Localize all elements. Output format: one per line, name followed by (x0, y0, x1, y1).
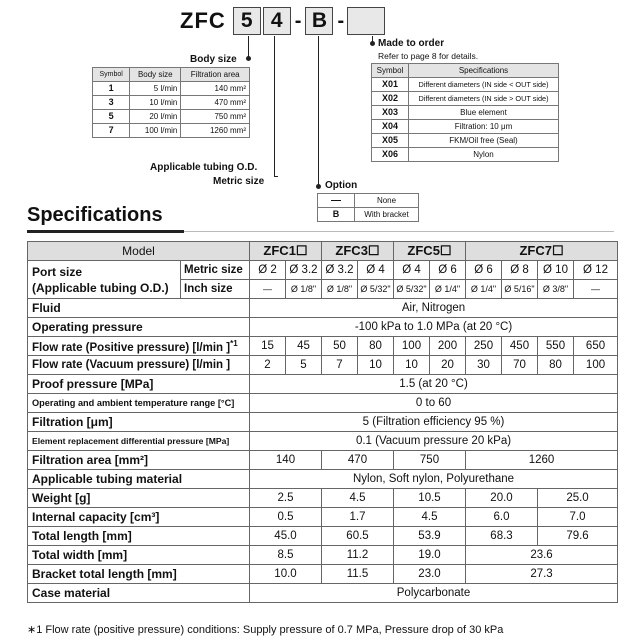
series-header: ZFC5☐ (394, 242, 466, 261)
body-size-symbol: 3 (93, 96, 130, 110)
code-box-option: B (305, 7, 333, 35)
code-dash-1: - (294, 9, 302, 32)
filtration-area-cell: 750 (394, 451, 466, 470)
metric-cell: Ø 4 (358, 261, 394, 280)
table-row (28, 394, 618, 413)
table-row (28, 318, 618, 337)
flow-positive-cell: 200 (430, 337, 466, 356)
filtration-area-cell: 1260 (466, 451, 618, 470)
tubing-label: Applicable tubing O.D. (150, 162, 258, 173)
table-row (318, 208, 419, 222)
flow-positive-cell: 550 (538, 337, 574, 356)
body-size-area: 140 mm² (181, 82, 250, 96)
body-size-header: Body size (130, 68, 181, 82)
flow-positive-cell: 15 (250, 337, 286, 356)
flow-vacuum-cell: 100 (574, 356, 618, 375)
inch-cell: Ø 5/16" (502, 280, 538, 299)
table-row (93, 110, 250, 124)
metric-cell: Ø 6 (466, 261, 502, 280)
option-symbol: B (318, 208, 355, 222)
bracket-length-cell: 11.5 (322, 565, 394, 584)
mto-symbol: X02 (372, 92, 409, 106)
total-width-cell: 23.6 (466, 546, 618, 565)
table-row (28, 337, 618, 356)
capacity-cell: 7.0 (538, 508, 618, 527)
inch-cell: Ø 1/4" (430, 280, 466, 299)
table-row (93, 96, 250, 110)
option-label: Option (325, 180, 358, 191)
code-box-made-to-order (347, 7, 385, 35)
code-box-size: 5 (233, 7, 261, 35)
option-desc: With bracket (355, 208, 419, 222)
code-box-tubing: 4 (263, 7, 291, 35)
port-size-label-2: (Applicable tubing O.D.) (32, 280, 169, 295)
table-row (28, 584, 618, 603)
inch-cell: Ø 1/8" (322, 280, 358, 299)
connector-dot (316, 184, 321, 189)
flow-vacuum-cell: 80 (538, 356, 574, 375)
body-size-flow: 20 l/min (130, 110, 181, 124)
body-size-header: Filtration area (181, 68, 250, 82)
filtration-area-cell: 140 (250, 451, 322, 470)
case-material-label: Case material (28, 584, 250, 603)
metric-cell: Ø 10 (538, 261, 574, 280)
mto-symbol: X03 (372, 106, 409, 120)
made-to-order-table (371, 63, 559, 162)
connector-line (318, 36, 319, 186)
flow-vacuum-cell: 5 (286, 356, 322, 375)
inch-cell: Ø 3/8" (538, 280, 574, 299)
capacity-cell: 6.0 (466, 508, 538, 527)
connector-dot (370, 41, 375, 46)
flow-vacuum-cell: 10 (358, 356, 394, 375)
option-desc: None (355, 194, 419, 208)
table-row (28, 299, 618, 318)
metric-cell: Ø 3.2 (286, 261, 322, 280)
table-row (28, 546, 618, 565)
capacity-label: Internal capacity [cm³] (28, 508, 250, 527)
capacity-cell: 4.5 (394, 508, 466, 527)
body-size-symbol: 1 (93, 82, 130, 96)
table-row (28, 565, 618, 584)
table-row (372, 92, 559, 106)
mto-header: Symbol (372, 64, 409, 78)
total-length-cell: 53.9 (394, 527, 466, 546)
element-replacement-label: Element replacement differential pressure [MPa] (28, 432, 250, 451)
table-row (28, 470, 618, 489)
flow-vacuum-cell: 2 (250, 356, 286, 375)
port-size-label-1: Port size (32, 264, 83, 279)
bracket-length-cell: 10.0 (250, 565, 322, 584)
fluid-label: Fluid (28, 299, 250, 318)
bracket-length-label: Bracket total length [mm] (28, 565, 250, 584)
made-to-order-note: Refer to page 8 for details. (378, 51, 479, 61)
metric-cell: Ø 8 (502, 261, 538, 280)
flow-positive-cell: 650 (574, 337, 618, 356)
inch-cell: Ø 1/4" (466, 280, 502, 299)
specifications-heading: Specifications (27, 204, 163, 226)
metric-cell: Ø 2 (250, 261, 286, 280)
case-material-value: Polycarbonate (250, 584, 618, 603)
series-header: ZFC7☐ (466, 242, 618, 261)
total-length-label: Total length [mm] (28, 527, 250, 546)
mto-spec: FKM/Oil free (Seal) (409, 134, 559, 148)
inch-cell: Ø 1/8" (286, 280, 322, 299)
temperature-label: Operating and ambient temperature range [°C] (28, 394, 250, 413)
weight-cell: 25.0 (538, 489, 618, 508)
filtration-area-cell: 470 (322, 451, 394, 470)
table-row (28, 356, 618, 375)
mto-header: Specifications (409, 64, 559, 78)
body-size-area: 470 mm² (181, 96, 250, 110)
total-width-cell: 8.5 (250, 546, 322, 565)
capacity-cell: 0.5 (250, 508, 322, 527)
metric-cell: Ø 3.2 (322, 261, 358, 280)
port-size-label (28, 261, 181, 299)
inch-cell: Ø 5/32" (394, 280, 430, 299)
capacity-cell: 1.7 (322, 508, 394, 527)
table-row (28, 432, 618, 451)
specifications-table (27, 241, 618, 603)
mto-spec: Nylon (409, 148, 559, 162)
heading-rule (27, 230, 184, 233)
fluid-value: Air, Nitrogen (250, 299, 618, 318)
option-symbol: — (318, 194, 355, 208)
table-row (318, 194, 419, 208)
mto-symbol: X04 (372, 120, 409, 134)
metric-cell: Ø 4 (394, 261, 430, 280)
metric-size-label: Metric size (181, 261, 250, 280)
total-length-cell: 45.0 (250, 527, 322, 546)
flow-positive-cell: 250 (466, 337, 502, 356)
flow-positive-label-text: Flow rate (Positive pressure) [l/min ] (32, 341, 231, 354)
total-length-cell: 60.5 (322, 527, 394, 546)
mto-symbol: X06 (372, 148, 409, 162)
flow-positive-cell: 45 (286, 337, 322, 356)
total-length-cell: 68.3 (466, 527, 538, 546)
weight-cell: 4.5 (322, 489, 394, 508)
option-table (317, 193, 419, 222)
op-pressure-label: Operating pressure (28, 318, 250, 337)
table-row (28, 451, 618, 470)
inch-cell: — (250, 280, 286, 299)
flow-positive-label (28, 337, 250, 356)
total-length-cell: 79.6 (538, 527, 618, 546)
footnote-mark: *1 (230, 338, 238, 348)
metric-cell: Ø 6 (430, 261, 466, 280)
body-size-flow: 100 l/min (130, 124, 181, 138)
body-size-area: 750 mm² (181, 110, 250, 124)
body-size-flow: 5 l/min (130, 82, 181, 96)
mto-symbol: X05 (372, 134, 409, 148)
body-size-table (92, 67, 250, 138)
tubing-metric-label: Metric size (213, 176, 265, 187)
model-code (180, 6, 385, 36)
mto-spec: Blue element (409, 106, 559, 120)
temperature-value: 0 to 60 (250, 394, 618, 413)
table-row (28, 508, 618, 527)
table-row (28, 261, 618, 280)
tubing-material-value: Nylon, Soft nylon, Polyurethane (250, 470, 618, 489)
model-header: Model (28, 242, 250, 261)
body-size-flow: 10 l/min (130, 96, 181, 110)
body-size-symbol: 5 (93, 110, 130, 124)
weight-label: Weight [g] (28, 489, 250, 508)
connector-line (274, 36, 275, 176)
table-row (93, 82, 250, 96)
weight-cell: 2.5 (250, 489, 322, 508)
flow-positive-cell: 100 (394, 337, 430, 356)
table-row (372, 120, 559, 134)
body-size-area: 1260 mm² (181, 124, 250, 138)
tubing-material-label: Applicable tubing material (28, 470, 250, 489)
bracket-length-cell: 23.0 (394, 565, 466, 584)
weight-cell: 10.5 (394, 489, 466, 508)
series-header: ZFC1☐ (250, 242, 322, 261)
inch-cell: Ø 5/32" (358, 280, 394, 299)
connector-line (274, 176, 278, 177)
element-replacement-value: 0.1 (Vacuum pressure 20 kPa) (250, 432, 618, 451)
series-header: ZFC3☐ (322, 242, 394, 261)
connector-dot (246, 56, 251, 61)
mto-spec: Filtration: 10 μm (409, 120, 559, 134)
flow-positive-cell: 50 (322, 337, 358, 356)
table-row (28, 413, 618, 432)
inch-size-label: Inch size (181, 280, 250, 299)
body-size-label: Body size (190, 54, 237, 65)
code-dash-2: - (337, 9, 345, 32)
filtration-label: Filtration [μm] (28, 413, 250, 432)
footnote: ∗1 Flow rate (positive pressure) conditions: Supply pressure of 0.7 MPa, Pressure drop of 30 kPa (27, 624, 504, 636)
table-row (93, 124, 250, 138)
total-width-cell: 11.2 (322, 546, 394, 565)
inch-cell: — (574, 280, 618, 299)
table-row (372, 148, 559, 162)
flow-vacuum-cell: 70 (502, 356, 538, 375)
table-row (372, 106, 559, 120)
body-size-header: Symbol (93, 68, 130, 82)
flow-vacuum-cell: 7 (322, 356, 358, 375)
flow-positive-cell: 80 (358, 337, 394, 356)
table-row (372, 134, 559, 148)
flow-positive-cell: 450 (502, 337, 538, 356)
table-row (28, 527, 618, 546)
op-pressure-value: -100 kPa to 1.0 MPa (at 20 °C) (250, 318, 618, 337)
total-width-cell: 19.0 (394, 546, 466, 565)
table-row (28, 242, 618, 261)
total-width-label: Total width [mm] (28, 546, 250, 565)
mto-spec: Different diameters (IN side > OUT side) (409, 92, 559, 106)
mto-symbol: X01 (372, 78, 409, 92)
metric-cell: Ø 12 (574, 261, 618, 280)
flow-vacuum-cell: 10 (394, 356, 430, 375)
weight-cell: 20.0 (466, 489, 538, 508)
flow-vacuum-cell: 30 (466, 356, 502, 375)
filtration-area-label: Filtration area [mm²] (28, 451, 250, 470)
body-size-symbol: 7 (93, 124, 130, 138)
heading-rule-thin (184, 231, 614, 232)
mto-spec: Different diameters (IN side < OUT side) (409, 78, 559, 92)
model-prefix: ZFC (180, 8, 226, 33)
filtration-value: 5 (Filtration efficiency 95 %) (250, 413, 618, 432)
proof-pressure-value: 1.5 (at 20 °C) (250, 375, 618, 394)
flow-vacuum-label: Flow rate (Vacuum pressure) [l/min ] (28, 356, 250, 375)
table-row (28, 375, 618, 394)
table-row (28, 489, 618, 508)
bracket-length-cell: 27.3 (466, 565, 618, 584)
flow-vacuum-cell: 20 (430, 356, 466, 375)
proof-pressure-label: Proof pressure [MPa] (28, 375, 250, 394)
table-row (372, 78, 559, 92)
made-to-order-label: Made to order (378, 38, 445, 49)
